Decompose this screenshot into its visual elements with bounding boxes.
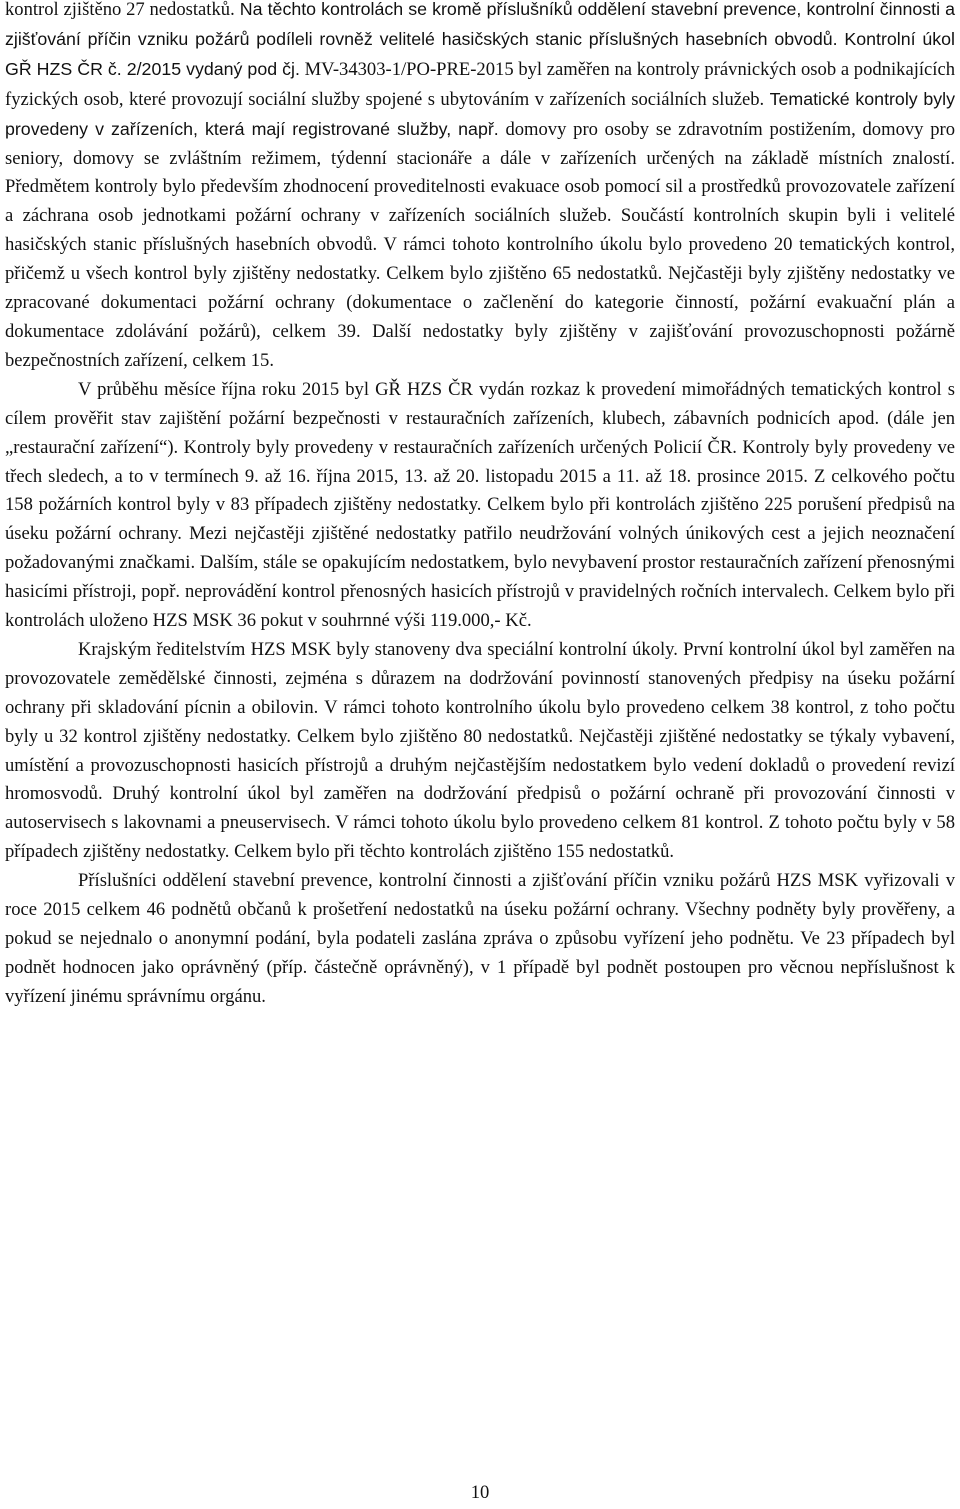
paragraph-special-control-tasks: Krajským ředitelstvím HZS MSK byly stanoveny dva speciální kontrolní úkoly. První kontrolní úkol byl zaměřen na provozovatele zemědělské činnosti, zejména s důrazem na dodržování povinností stanovených předpisy na úseku požární ochrany při skladování pícnin a obilovin. V rámci tohoto kontrolního úkolu bylo provedeno celkem 38 kontrol, z toho počtu byly u 32 kontrol zjištěny nedostatky. Celkem bylo zjištěno 80 nedostatků. Nejčastěji zjištěné nedostatky se týkaly vybavení, umístění a provozuschopnosti hasicích přístrojů a druhým nejčastějším nedostatkem bylo vedení dokladů o provedení revizí hromosvodů. Druhý kontrolní úkol byl zaměřen na dodržování předpisů o požární ochraně při provozování činnosti v autoservisech s lakovnami a pneuservisech. V rámci tohoto úkolu bylo provedeno celkem 81 kontrol. Z tohoto počtu byly v 58 případech zjištěny nedostatky. Celkem bylo při těchto kontrolách zjištěno 155 nedostatků. bbox=[5, 638, 955, 863]
paragraph-intro-part-2: Na těchto kontrolách se kromě příslušníků oddělení stavební prevence, kontrolní činnosti a zjišťování příčin vzniku požárů podíleli rovněž velitelé hasičských stanic příslušných hasebních obvodů. Kontrolní úkol GŘ HZS ČR č. 2/2015 vydaný pod čj. bbox=[5, 0, 955, 79]
paragraph-intro-part-1: kontrol zjištěno 27 nedostatků. bbox=[5, 0, 235, 20]
paragraph-intro bbox=[5, 0, 955, 376]
paragraph-intro-part-3: MV-34303-1/PO-PRE-2015 byl zaměřen na kontroly právnických osob a podnikajících fyzických osob, které provozují sociální služby spojené s ubytováním v zařízeních sociálních služeb. bbox=[5, 58, 955, 110]
paragraph-intro-part-4: Tematické kontroly byly provedeny v zařízeních, která mají registrované služby, např. bbox=[5, 88, 956, 139]
paragraph-citizen-complaints: Příslušníci oddělení stavební prevence, kontrolní činnosti a zjišťování příčin vzniku požárů HZS MSK vyřizovali v roce 2015 celkem 46 podnětů občanů k prošetření nedostatků na úseku požární ochrany. Všechny podněty byly prověřeny, a pokud se nejednalo o anonymní podání, byla podateli zaslána zpráva o způsobu vyřízení jeho podnětu. Ve 23 případech byl podnět hodnocen jako oprávněný (příp. částečně oprávněný), v 1 případě byl podnět postoupen pro věcnou nepříslušnost k vyřízení jinému správnímu orgánu. bbox=[5, 870, 955, 1007]
document-page bbox=[5, 0, 955, 1012]
paragraph-restaurant-controls: V průběhu měsíce října roku 2015 byl GŘ HZS ČR vydán rozkaz k provedení mimořádných tematických kontrol s cílem prověřit stav zajištění požární bezpečnosti v restauračních zařízeních, klubech, zábavních podnicích apod. (dále jen „restaurační zařízení“). Kontroly byly provedeny v restauračních zařízeních určených Policií ČR. Kontroly byly provedeny ve třech sledech, a to v termínech 9. až 16. října 2015, 13. až 20. listopadu 2015 a 11. až 18. prosince 2015. Z celkového počtu 158 požárních kontrol byly v 83 případech zjištěny nedostatky. Celkem bylo při kontrolách zjištěno 225 porušení předpisů na úseku požární ochrany. Mezi nejčastěji zjištěné nedostatky patřilo neudržování volných únikových cest a jejich neoznačení požadovanými značkami. Dalším, stále se opakujícím nedostatkem, bylo nevybavení prostor restauračních zařízení přenosnými hasicími přístroji, popř. neprovádění kontrol přenosných hasicích přístrojů v pravidelných ročních intervalech. Celkem bylo při kontrolách uloženo HZS MSK 36 pokut v souhrnné výši 119.000,- Kč. bbox=[5, 378, 955, 632]
paragraph-intro-part-5: domovy pro osoby se zdravotním postižením, domovy pro seniory, domovy se zvláštním režimem, týdenní stacionáře a dále v zařízeních určených na základě místních znalostí. Předmětem kontroly bylo především zhodnocení proveditelnosti evakuace osob pomocí sil a prostředků provozovatele zařízení a záchrana osob jednotkami požární ochrany v zařízeních sociálních služeb. Součástí kontrolních skupin byli i velitelé hasičských stanic příslušných hasebních obvodů. V rámci tohoto kontrolního úkolu bylo provedeno 20 tematických kontrol, přičemž u všech kontrol byly zjištěny nedostatky. Celkem bylo zjištěno 65 nedostatků. Nejčastěji byly zjištěny nedostatky ve zpracované dokumentaci požární ochrany (dokumentace o začlenění do kategorie činností, požární evakuační plán a dokumentace zdolávání požárů), celkem 39. Další nedostatky byly zjištěny v zajišťování provozuschopnosti požárně bezpečnostních zařízení, celkem 15. bbox=[5, 118, 955, 371]
page-number: 10 bbox=[470, 1482, 490, 1503]
